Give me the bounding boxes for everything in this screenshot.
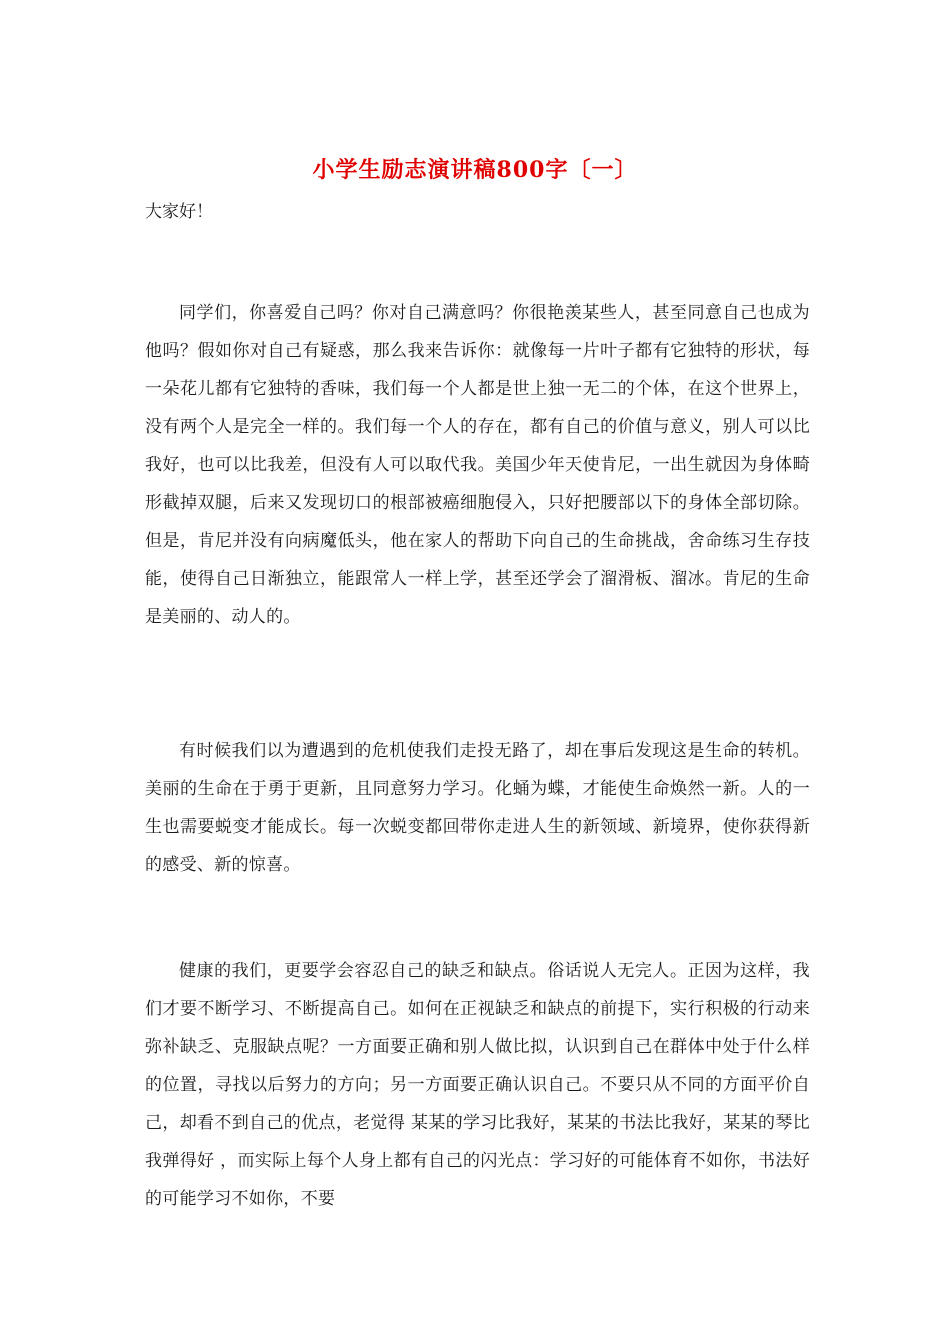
- paragraph-1: 同学们，你喜爱自己吗？你对自己满意吗？你很艳羡某些人，甚至同意自己也成为他吗？假如你对自己有疑惑，那么我来告诉你：就像每一片叶子都有它独特的形状，每一朵花儿都有它独特的香味，我们每一个人都是世上独一无二的个体，在这个世界上，没有两个人是完全一样的。我们每一个人的存在，都有自己的价值与意义，别人可以比我好，也可以比我差，但没有人可以取代我。美国少年天使肯尼，一出生就因为身体畸形截掉双腿，后来又发现切口的根部被癌细胞侵入，只好把腰部以下的身体全部切除。但是，肯尼并没有向病魔低头，他在家人的帮助下向自己的生命挑战，舍命练习生存技能，使得自己日渐独立，能跟常人一样上学，甚至还学会了溜滑板、溜冰。肯尼的生命是美丽的、动人的。: [145, 303, 810, 627]
- page-title: 小学生励志演讲稿800字〔一〕: [312, 157, 638, 183]
- paragraph-2: 有时候我们以为遭遇到的危机使我们走投无路了，却在事后发现这是生命的转机。美丽的生命在于勇于更新，且同意努力学习。化蛹为蝶，才能使生命焕然一新。人的一生也需要蜕变才能成长。每一次蜕变都回带你走进人生的新领域、新境界，使你获得新的感受、新的惊喜。: [145, 741, 810, 875]
- greeting-line: 大家好！: [145, 202, 213, 222]
- paragraph-3: 健康的我们，更要学会容忍自己的缺乏和缺点。俗话说人无完人。正因为这样，我们才要不断学习、不断提高自己。如何在正视缺乏和缺点的前提下，实行积极的行动来弥补缺乏、克服缺点呢？一方面要正确和别人做比拟，认识到自己在群体中处于什么样的位置，寻找以后努力的方向；另一方面要正确认识自己。不要只从不同的方面平价自己，却看不到自己的优点，老觉得 某某的学习比我好，某某的书法比我好，某某的琴比我弹得好 ，而实际上每个人身上都有自己的闪光点：学习好的可能体育不如你，书法好的可能学习不如你，不要: [145, 961, 810, 1209]
